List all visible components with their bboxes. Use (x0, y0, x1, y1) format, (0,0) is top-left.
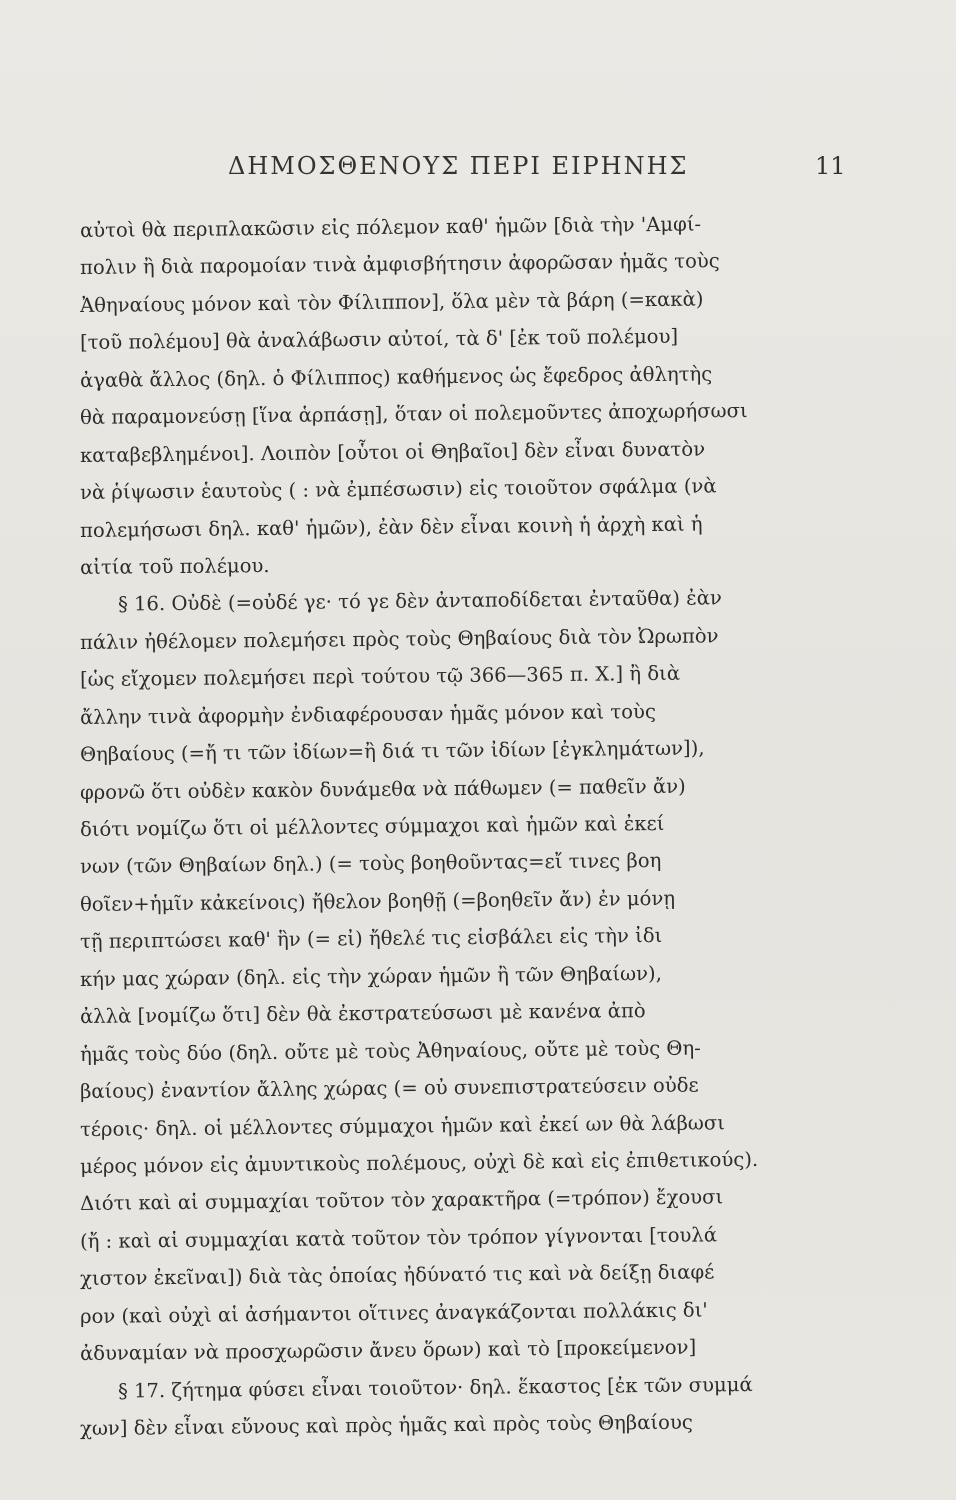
text-line: νὰ ῥίψωσιν ἑαυτοὺς ( : νὰ ἐμπέσωσιν) εἰς τοιοῦτον σφάλμα (νὰ (79, 474, 717, 505)
text-line: πολεμήσωσι δηλ. καθ' ἡμῶν), ἐὰν δὲν εἶναι κοινὴ ἡ ἀρχὴ καὶ ἡ (79, 511, 703, 542)
text-line: βαίους) ἐναντίον ἄλλης χώρας (= οὐ συνεπιστρατεύσειν οὐδε (79, 1073, 699, 1104)
text-line: ἄλλην τινὰ ἀφορμὴν ἐνδιαφέρουσαν ἡμᾶς μόνον καὶ τοὺς (79, 699, 656, 729)
text-line: πάλιν ἠθέλομεν πολεμήσει πρὸς τοὺς Θηβαίους διὰ τὸν Ὠρωπὸν (79, 624, 719, 654)
text-line: ἀλλὰ [νομίζω ὅτι] δὲν θὰ ἐκστρατεύσωσι μὲ κανένα ἀπὸ (79, 999, 646, 1029)
text-body (80, 212, 885, 1447)
text-line: καταβεβλημένοι]. Λοιπὸν [οὗτοι οἱ Θηβαῖοι] δὲν εἶναι δυνατὸν (79, 437, 706, 467)
text-line: [τοῦ πολέμου] θὰ ἀναλάβωσιν αὐτοί, τὰ δ' [ἐκ τοῦ πολέμου] (79, 325, 679, 355)
running-head (0, 152, 956, 192)
text-line: [ὡς εἴχομεν πολεμήσει περὶ τούτου τῷ 366—365 π. Χ.] ἢ διὰ (79, 661, 681, 692)
text-line: διότι νομίζω ὅτι οἱ μέλλοντες σύμμαχοι καὶ ἡμῶν καὶ ἐκεί (79, 811, 665, 841)
text-line: τέροις· δηλ. οἱ μέλλοντες σύμμαχοι ἡμῶν καὶ ἐκεί ων θὰ λάβωσι (79, 1110, 726, 1141)
text-line: ἀγαθὰ ἄλλος (δηλ. ὁ Φίλιππος) καθήμενος ὡς ἔφεδρος ἀθλητὴς (79, 362, 713, 392)
text-line: αἰτία τοῦ πολέμου. (79, 553, 270, 579)
text-line: χων] δὲν εἶναι εὔνους καὶ πρὸς ἡμᾶς καὶ πρὸς τοὺς Θηβαίους (79, 1410, 693, 1440)
text-line: κήν μας χώραν (δηλ. εἰς τὴν χώραν ἡμῶν ἢ τῶν Θηβαίων), (79, 961, 662, 991)
text-line: χιστον ἐκεῖναι]) διὰ τὰς ὁποίας ἠδύνατό τις καὶ νὰ δείξῃ διαφέ (79, 1260, 715, 1291)
text-line: Διότι καὶ αἱ συμμαχίαι τοῦτον τὸν χαρακτῆρα (=τρόπον) ἔχουσι (79, 1185, 724, 1216)
text-line: θοῖεν+ἡμῖν κἀκείνοις) ἤθελον βοηθῇ (=βοηθεῖν ἄν) ἐν μόνῃ (79, 886, 676, 916)
text-line: αὐτοὶ θὰ περιπλακῶσιν εἰς πόλεμον καθ' ἡμῶν [διὰ τὴν 'Αμφί- (79, 212, 702, 242)
text-line: τῇ περιπτώσει καθ' ἣν (= εἰ) ἤθελέ τις εἰσβάλει εἰς τὴν ἰδι (79, 924, 663, 954)
text-line: Ἀθηναίους μόνον καὶ τὸν Φίλιππον], ὅλα μὲν τὰ βάρη (=κακὰ) (79, 287, 704, 317)
section-17-start: § 17. ζήτημα φύσει εἶναι τοιοῦτον· δηλ. ἕκαστος [ἐκ τῶν συμμά (117, 1372, 753, 1403)
text-line: πολιν ἢ διὰ παρομοίαν τινὰ ἀμφισβήτησιν ἀφορῶσαν ἡμᾶς τοὺς (79, 249, 720, 280)
text-line: νων (τῶν Θηβαίων δηλ.) (= τοὺς βοηθοῦντας=εἴ τινες βοη (79, 849, 662, 879)
text-line: θὰ παραμονεύσῃ [ἵνα ἁρπάσῃ], ὅταν οἱ πολεμοῦντες ἀποχωρήσωσι (79, 399, 748, 430)
text-line: ἡμᾶς τοὺς δύο (δηλ. οὔτε μὲ τοὺς Ἀθηναίους, οὔτε μὲ τοὺς Θη- (79, 1036, 701, 1066)
page-number: 11 (815, 152, 846, 180)
text-line: (ἤ : καὶ αἱ συμμαχίαι κατὰ τοῦτον τὸν τρόπον γίγνονται [τουλά (79, 1223, 718, 1253)
text-line: ἀδυναμίαν νὰ προσχωρῶσιν ἄνευ ὅρων) καὶ τὸ [προκείμενον] (79, 1335, 697, 1366)
text-line: Θηβαίους (=ἤ τι τῶν ἰδίων=ἢ διά τι τῶν ἰδίων [ἐγκλημάτων]), (79, 736, 705, 767)
running-title: ΔΗΜΟΣΘΕΝΟΥΣ ΠΕΡΙ ΕΙΡΗΝΗΣ (228, 152, 689, 180)
section-16-start: § 16. Οὐδὲ (=οὐδέ γε· τό γε δὲν ἀνταποδίδεται ἐνταῦθα) ἐὰν (117, 586, 722, 616)
text-line: μέρος μόνον εἰς ἀμυντικοὺς πολέμους, οὐχὶ δὲ καὶ εἰς ἐπιθετικούς). (79, 1147, 759, 1178)
text-line: φρονῶ ὅτι οὐδὲν κακὸν δυνάμεθα νὰ πάθωμεν (= παθεῖν ἄν) (79, 774, 686, 804)
text-line: ρον (καὶ οὐχὶ αἱ ἀσήμαντοι οἵτινες ἀναγκάζονται πολλάκις δι' (79, 1298, 708, 1328)
